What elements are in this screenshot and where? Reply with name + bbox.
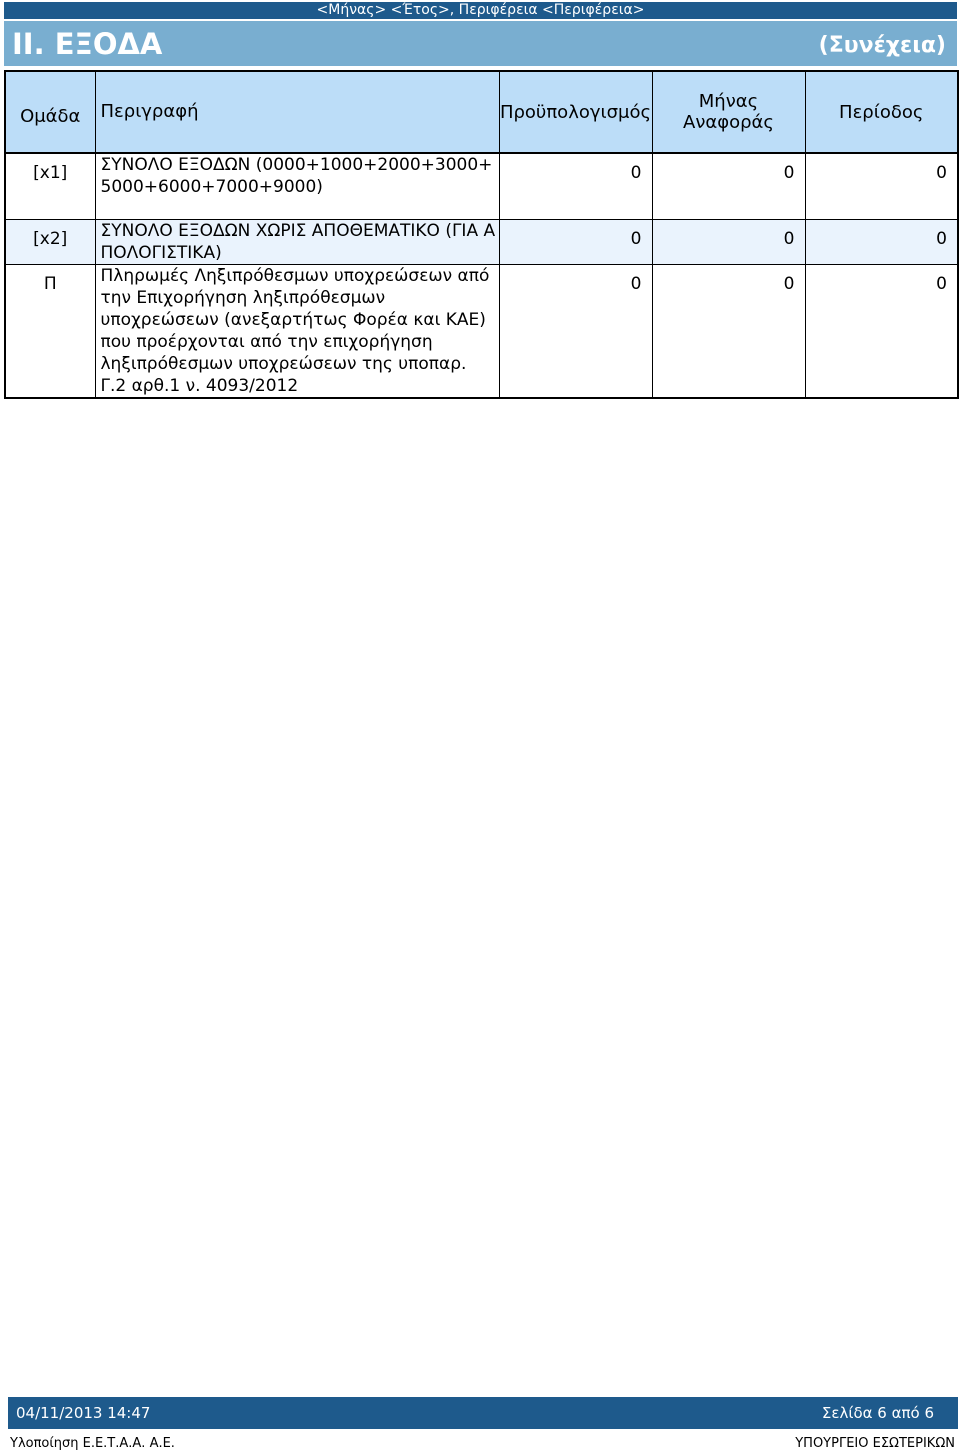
row-budget-value: 0 — [499, 264, 652, 398]
expenses-table — [4, 70, 959, 399]
section-title: ΙΙ. ΕΞΟΔΑ — [12, 27, 163, 61]
column-header-budget: Προϋπολογισμός — [499, 71, 652, 153]
table-header-row — [5, 71, 958, 153]
row-group-code: [x2] — [5, 219, 95, 264]
row-description: Πληρωμές Ληξιπρόθεσμων υποχρεώσεων από την Επιχορήγηση ληξιπρόθεσμων υποχρεώσεων (ανεξαρτήτως Φορέα και ΚΑΕ) που προέρχονται από την επιχορήγηση ληξιπρόθεσμων υποχρεώσεων της υποπαρ. Γ.2 αρθ.1 ν. 4093/2012 — [95, 264, 499, 398]
report-subtitle-bar — [4, 2, 957, 19]
row-group-code: [x1] — [5, 153, 95, 219]
row-period-value: 0 — [805, 264, 958, 398]
implementation-credit: Υλοποίηση Ε.Ε.Τ.Α.Α. Α.Ε. — [10, 1436, 175, 1451]
column-header-description: Περιγραφή — [95, 71, 499, 153]
column-header-period: Περίοδος — [805, 71, 958, 153]
table-row — [5, 219, 958, 264]
print-datetime: 04/11/2013 14:47 — [16, 1404, 151, 1422]
row-period-value: 0 — [805, 153, 958, 219]
continuation-label: (Συνέχεια) — [818, 33, 946, 58]
row-group-code: Π — [5, 264, 95, 398]
row-month-value: 0 — [652, 219, 805, 264]
table-row — [5, 153, 958, 219]
page-number: Σελίδα 6 από 6 — [821, 1404, 934, 1422]
section-title-bar — [4, 21, 957, 66]
page-footer-bar — [8, 1397, 958, 1429]
column-header-month: Μήνας Αναφοράς — [652, 71, 805, 153]
table-row — [5, 264, 958, 398]
report-subtitle: <Μήνας> <Έτος>, Περιφέρεια <Περιφέρεια> — [316, 2, 645, 18]
column-header-group: Ομάδα — [5, 71, 95, 153]
row-period-value: 0 — [805, 219, 958, 264]
row-budget-value: 0 — [499, 219, 652, 264]
row-month-value: 0 — [652, 264, 805, 398]
row-description: ΣΥΝΟΛΟ ΕΞΟΔΩΝ ΧΩΡΙΣ ΑΠΟΘΕΜΑΤΙΚΟ (ΓΙΑ ΑΠΟΛΟΓΙΣΤΙΚΑ) — [95, 219, 499, 264]
row-description: ΣΥΝΟΛΟ ΕΞΟΔΩΝ (0000+1000+2000+3000+5000+6000+7000+9000) — [95, 153, 499, 219]
row-month-value: 0 — [652, 153, 805, 219]
row-budget-value: 0 — [499, 153, 652, 219]
ministry-name: ΥΠΟΥΡΓΕΙΟ ΕΣΩΤΕΡΙΚΩΝ — [795, 1436, 955, 1451]
